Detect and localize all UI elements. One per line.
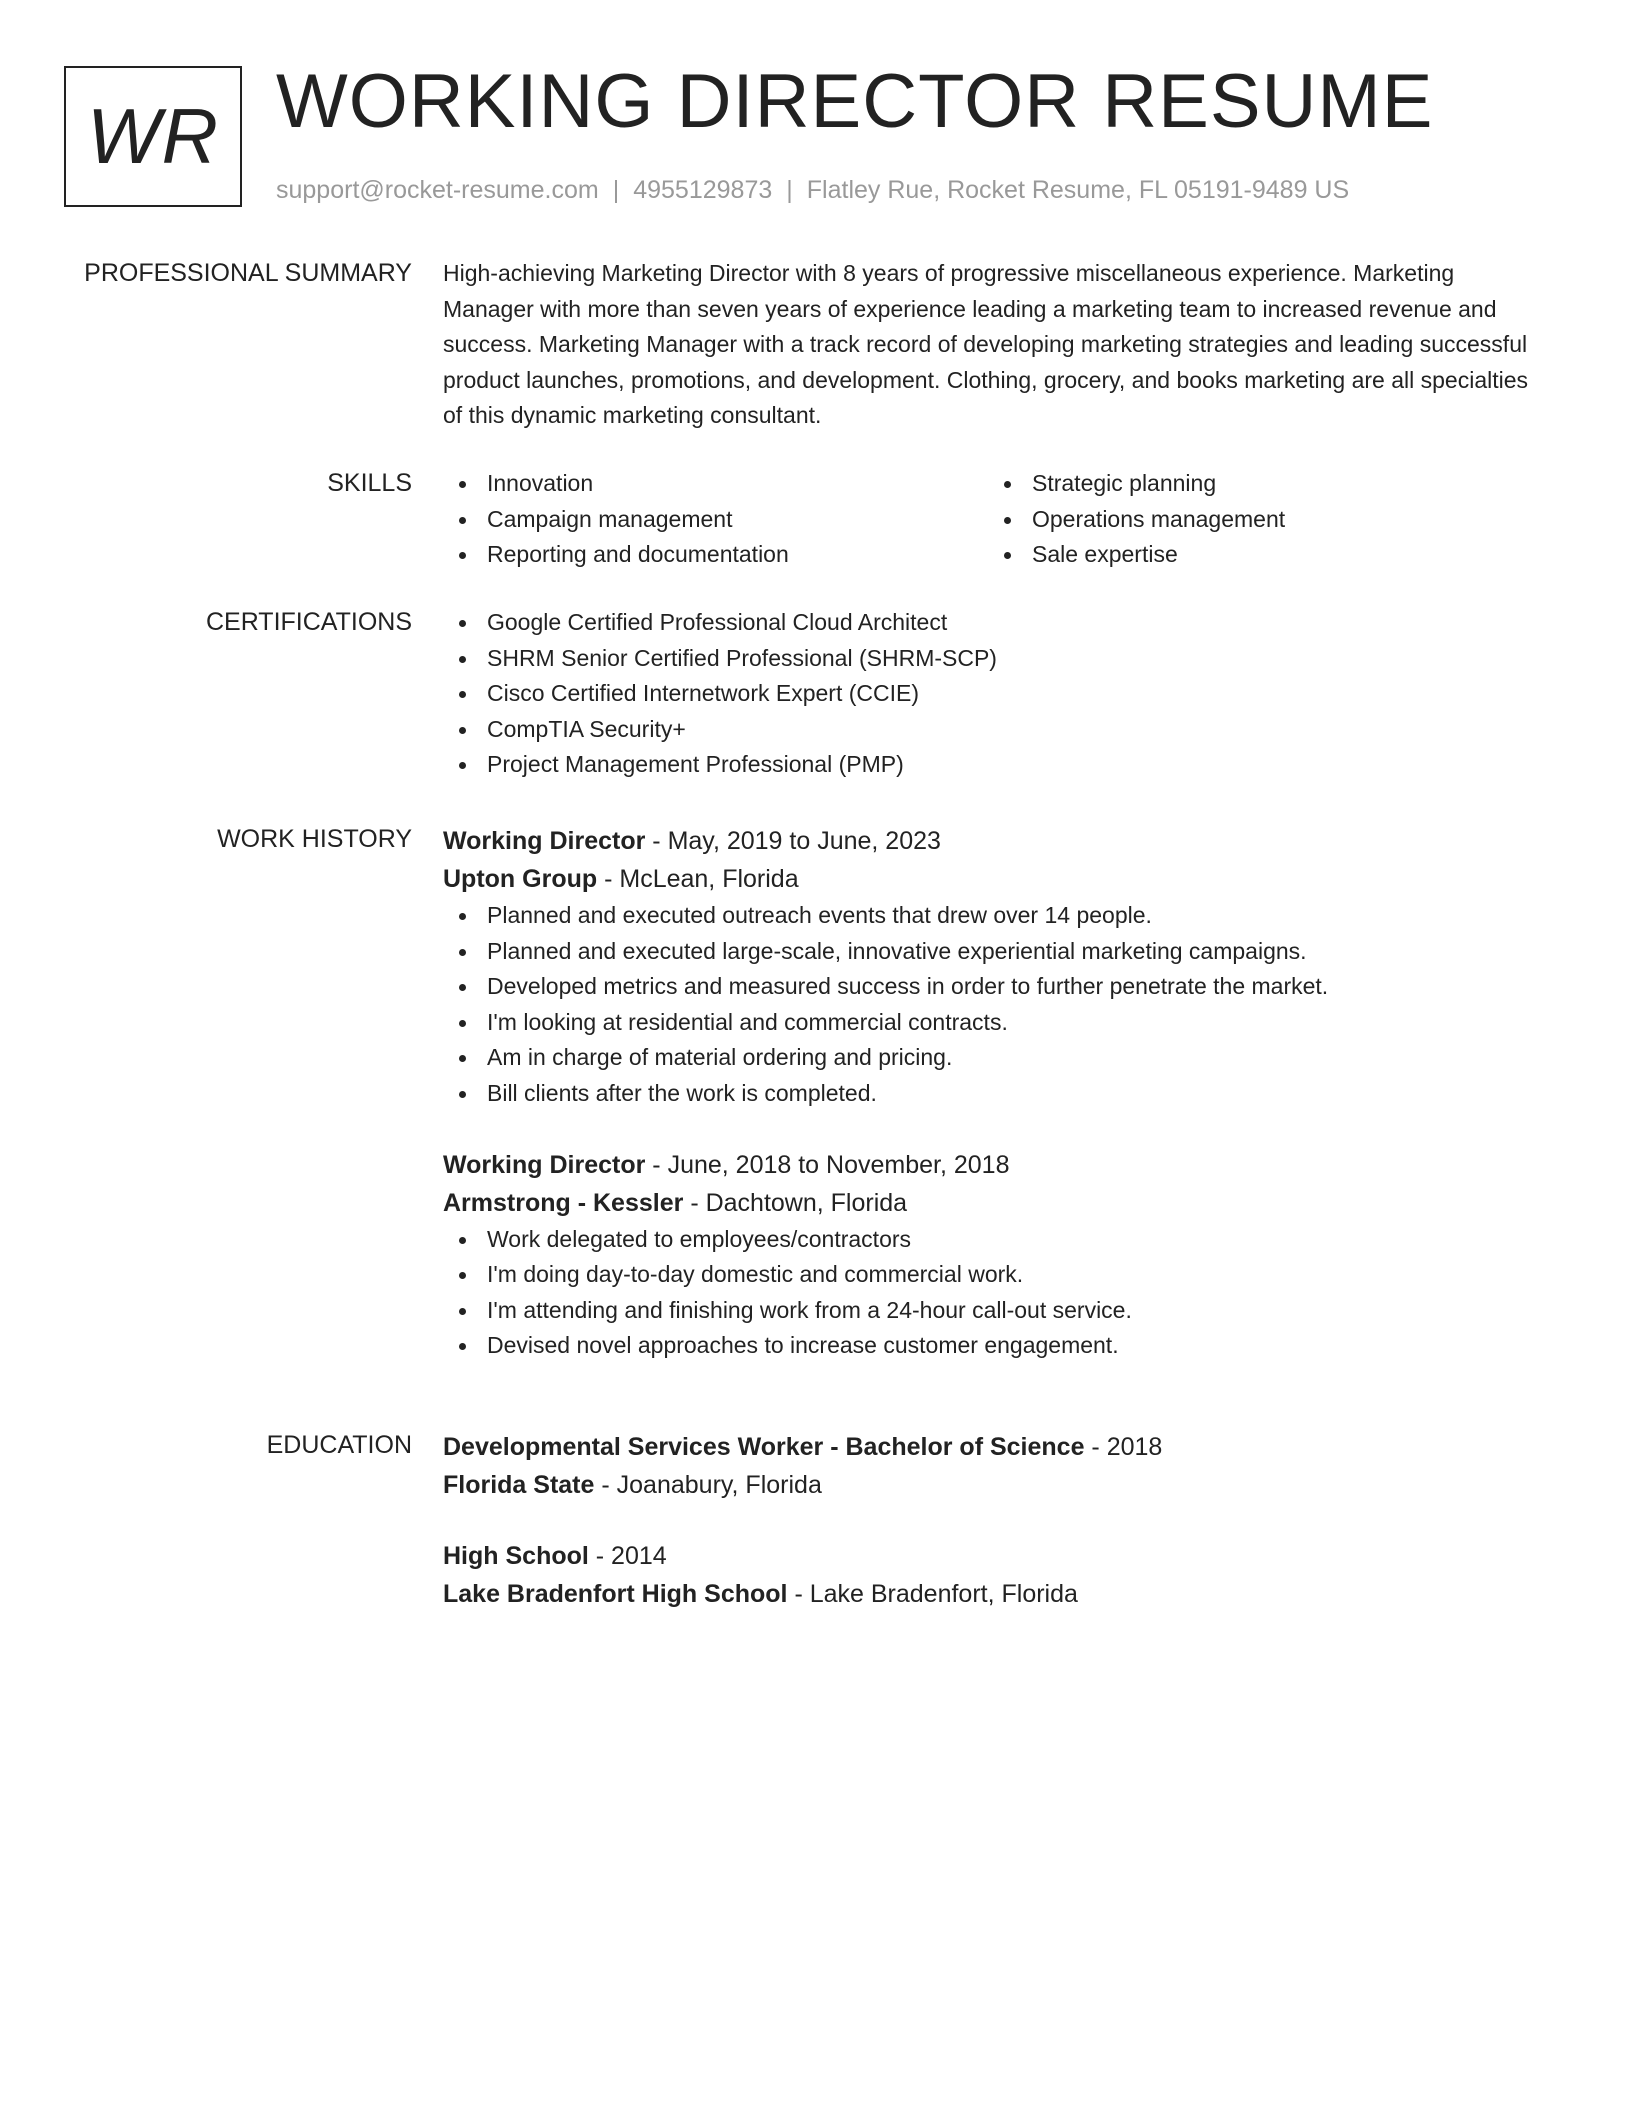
- list-item: I'm doing day-to-day domestic and commercial work.: [443, 1257, 1543, 1293]
- work-history-body: [443, 822, 1543, 1364]
- job-company-line: [443, 860, 1543, 898]
- resume-title: WORKING DIRECTOR RESUME: [276, 59, 1434, 144]
- list-item: Reporting and documentation: [443, 537, 988, 573]
- section-label-summary: PROFESSIONAL SUMMARY: [84, 259, 412, 287]
- list-item: Developed metrics and measured success in order to further penetrate the market.: [443, 969, 1543, 1005]
- job-entry: [443, 1146, 1543, 1364]
- list-item: Campaign management: [443, 502, 988, 538]
- skills-list-right: [988, 466, 1488, 573]
- list-item: Am in charge of material ordering and pricing.: [443, 1040, 1543, 1076]
- education-location: - Lake Bradenfort, Florida: [794, 1580, 1078, 1608]
- list-item: Project Management Professional (PMP): [443, 747, 1543, 783]
- job-dates: - June, 2018 to November, 2018: [652, 1150, 1010, 1179]
- skills-list-left: [443, 466, 988, 573]
- list-item: SHRM Senior Certified Professional (SHRM-SCP): [443, 641, 1543, 677]
- job-title: Working Director: [443, 827, 646, 855]
- list-item: Strategic planning: [988, 466, 1488, 502]
- education-degree-line: [443, 1428, 1543, 1466]
- summary-text: High-achieving Marketing Director with 8 years of progressive miscellaneous experience. Marketing Manager with more than seven years of experience leading a marketing team to increased revenue and success. Marketing Manager with a track record of developing marketing strategies and leading successful product launches, promotions, and development. Clothing, grocery, and books marketing are all specialties of this dynamic marketing consultant.: [443, 260, 1529, 429]
- list-item: Cisco Certified Internetwork Expert (CCIE): [443, 676, 1543, 712]
- job-title-line: [443, 1146, 1543, 1184]
- contact-phone: 4955129873: [633, 176, 773, 204]
- education-year: - 2018: [1091, 1433, 1163, 1461]
- job-location: - McLean, Florida: [604, 865, 799, 893]
- contact-line: [276, 174, 1349, 206]
- job-location: - Dachtown, Florida: [690, 1188, 908, 1217]
- education-entry: [443, 1428, 1543, 1504]
- job-bullets: [443, 1222, 1543, 1364]
- education-degree: Developmental Services Worker - Bachelor of Science: [443, 1433, 1085, 1461]
- list-item: Sale expertise: [988, 537, 1488, 573]
- job-title: Working Director: [443, 1150, 646, 1179]
- list-item: Planned and executed outreach events that drew over 14 people.: [443, 898, 1543, 934]
- monogram-initials: WR: [87, 92, 219, 180]
- education-body: [443, 1428, 1543, 1613]
- education-school: Florida State: [443, 1471, 595, 1499]
- list-item: CompTIA Security+: [443, 712, 1543, 748]
- section-label-education: EDUCATION: [266, 1431, 412, 1459]
- list-item: I'm looking at residential and commercial contracts.: [443, 1005, 1543, 1041]
- contact-separator: |: [786, 176, 793, 204]
- job-bullets: [443, 898, 1543, 1112]
- certifications-list: [443, 605, 1543, 783]
- education-location: - Joanabury, Florida: [601, 1471, 822, 1499]
- job-title-line: [443, 822, 1543, 860]
- education-degree-line: [443, 1537, 1543, 1575]
- list-item: Devised novel approaches to increase customer engagement.: [443, 1328, 1543, 1364]
- list-item: Innovation: [443, 466, 988, 502]
- list-item: Work delegated to employees/contractors: [443, 1222, 1543, 1258]
- education-degree: High School: [443, 1542, 589, 1570]
- list-item: I'm attending and finishing work from a 24-hour call-out service.: [443, 1293, 1543, 1329]
- contact-separator: |: [612, 176, 620, 204]
- list-item: Operations management: [988, 502, 1488, 538]
- job-company: Upton Group: [443, 865, 598, 893]
- education-school-line: [443, 1575, 1543, 1613]
- education-year: - 2014: [595, 1542, 667, 1570]
- section-label-skills: SKILLS: [327, 469, 412, 497]
- section-label-work-history: WORK HISTORY: [217, 825, 412, 853]
- education-entry: [443, 1537, 1543, 1613]
- contact-email: support@rocket-resume.com: [276, 176, 599, 204]
- education-school-line: [443, 1466, 1543, 1504]
- skills-grid: [443, 466, 1543, 573]
- list-item: Planned and executed large-scale, innovative experiential marketing campaigns.: [443, 934, 1543, 970]
- certifications-body: [443, 605, 1543, 783]
- job-company-line: [443, 1184, 1543, 1222]
- list-item: Bill clients after the work is completed.: [443, 1076, 1543, 1112]
- section-label-certifications: CERTIFICATIONS: [205, 608, 412, 636]
- job-entry: [443, 822, 1543, 1112]
- contact-address: Flatley Rue, Rocket Resume, FL 05191-9489 US: [806, 176, 1350, 204]
- list-item: Google Certified Professional Cloud Architect: [443, 605, 1543, 641]
- education-school: Lake Bradenfort High School: [443, 1580, 788, 1608]
- job-dates: - May, 2019 to June, 2023: [652, 827, 941, 855]
- monogram-box: [64, 66, 242, 207]
- summary-body: [443, 256, 1543, 434]
- job-company: Armstrong - Kessler: [443, 1188, 684, 1217]
